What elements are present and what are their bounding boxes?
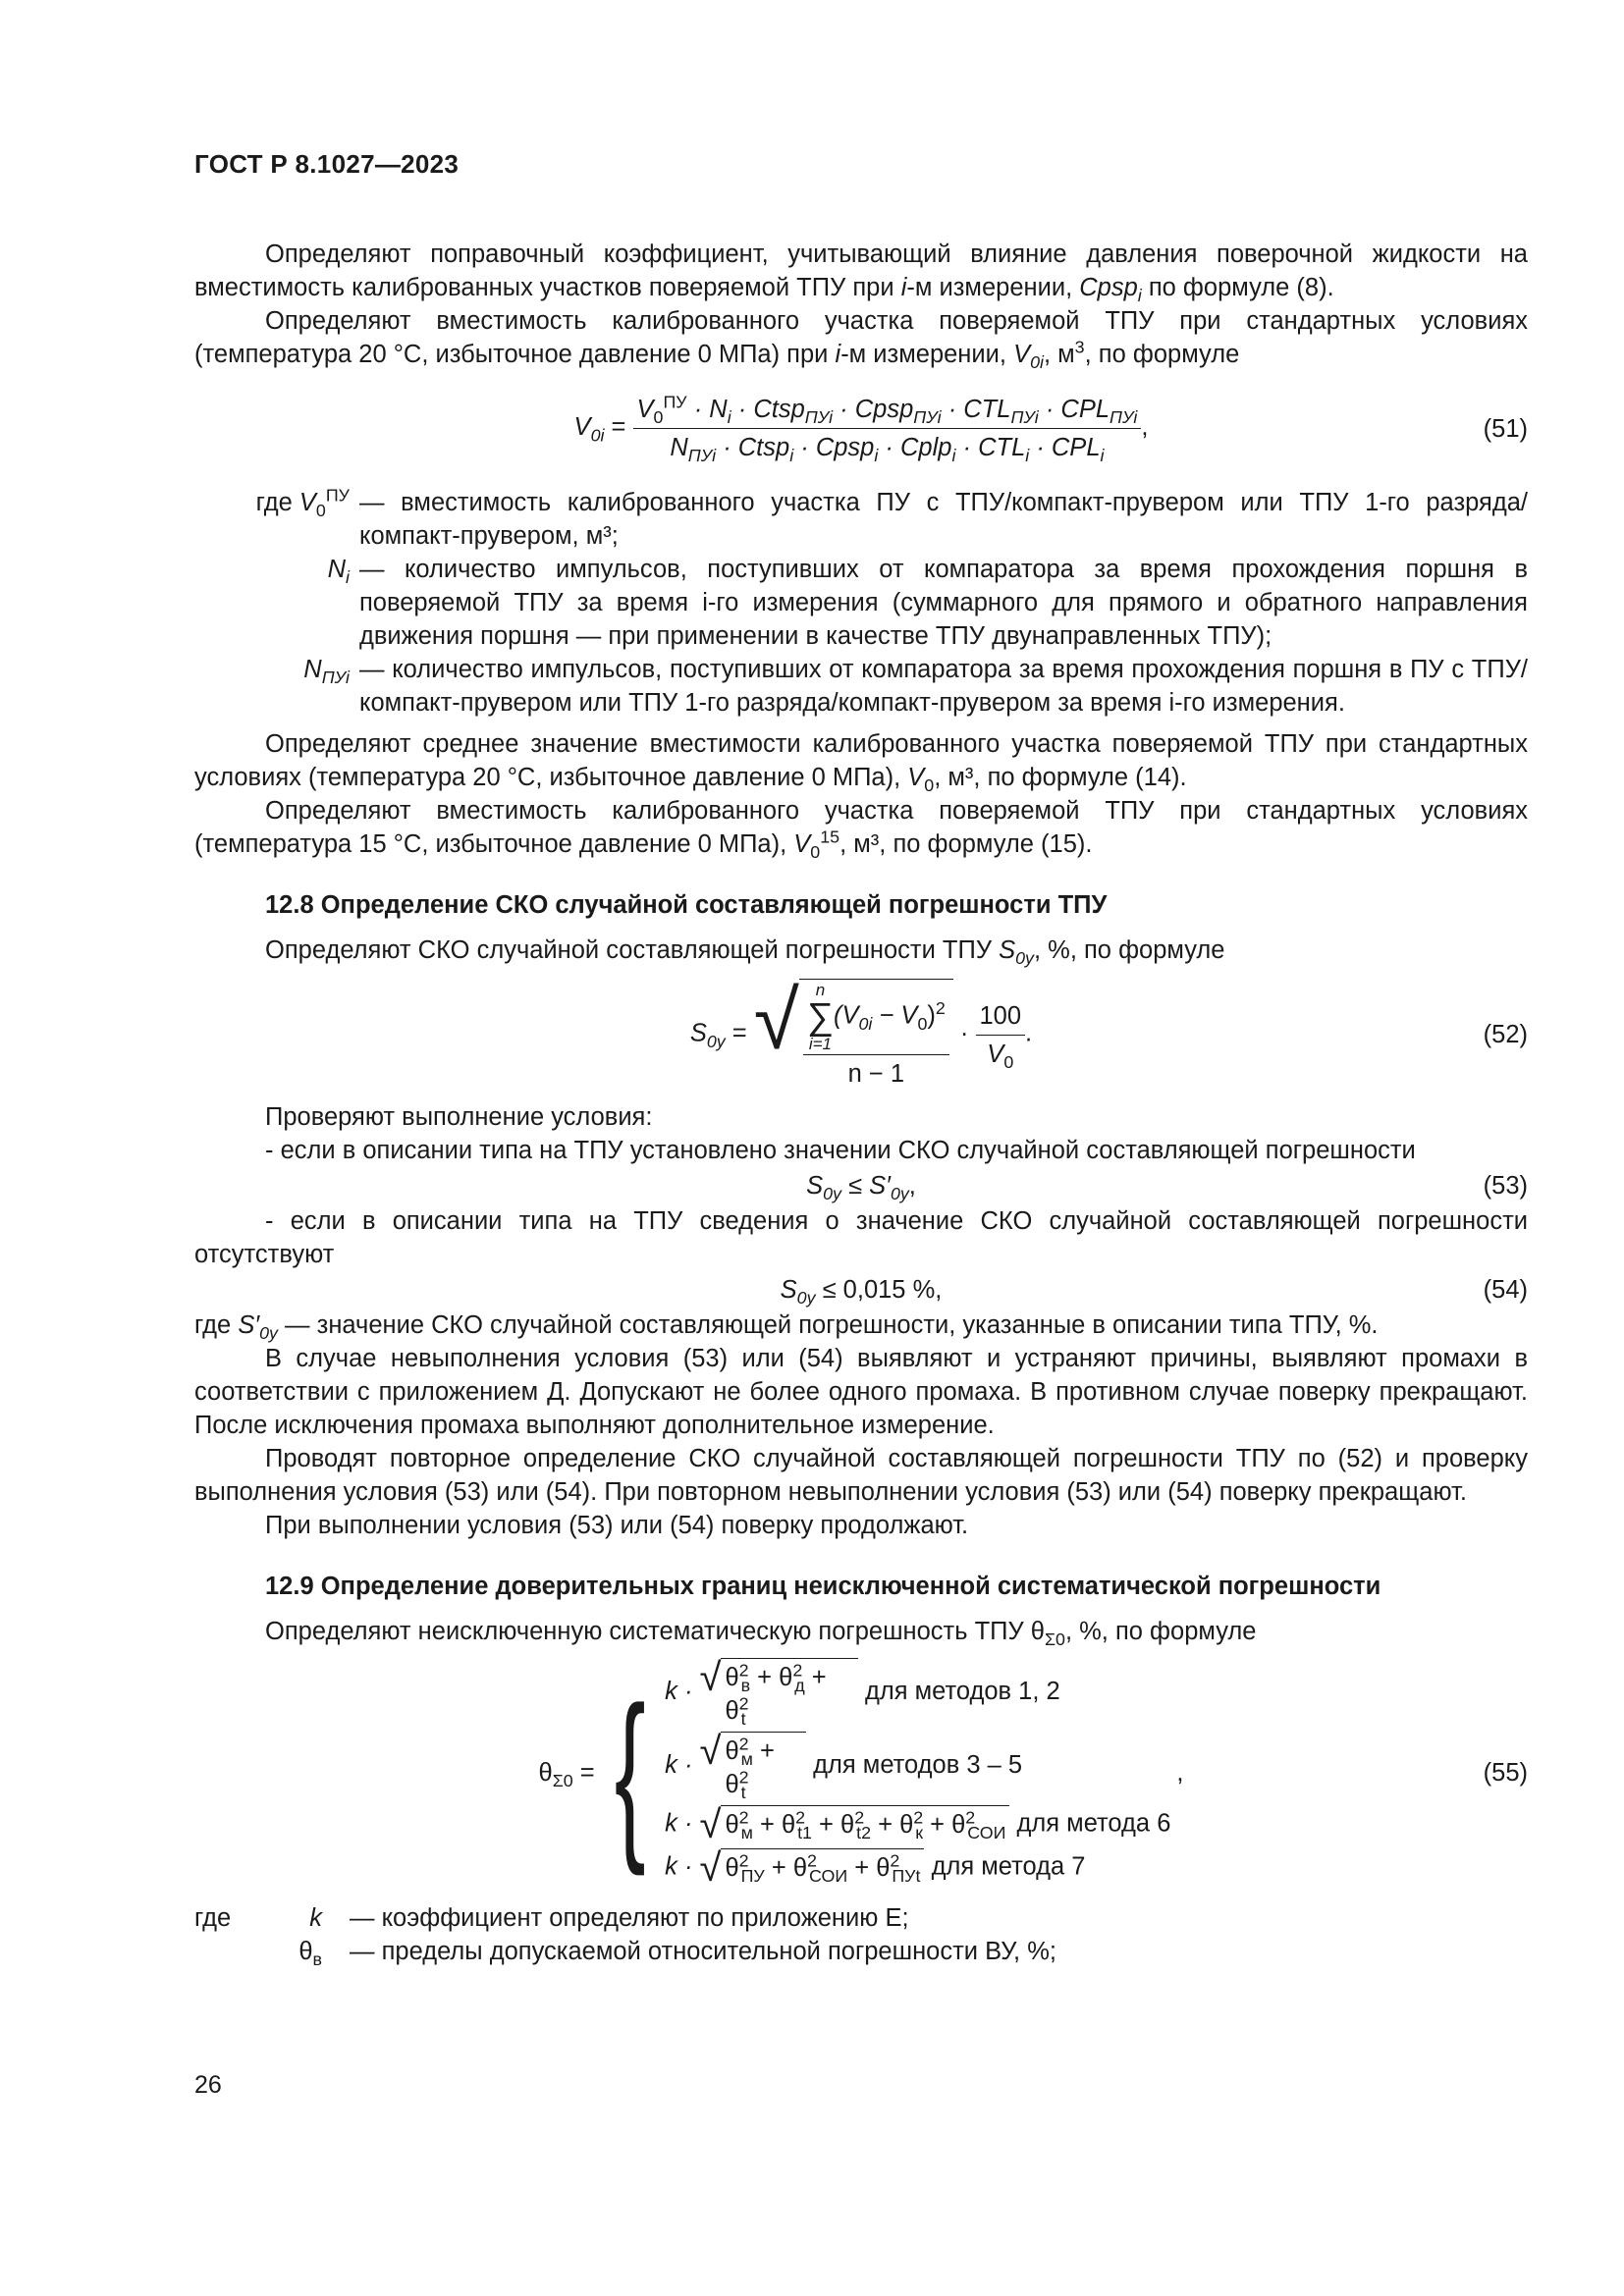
equation-51: $V_{0i}$ = $\frac{V_0^{ПУ} \cdot N_i \cdot Ctsp_{ПУi} \cdot Cpsp_{ПУi} \cdot CTL_{ПУi} \cdot CPL_{ПУi}}{N_{ПУi} \cdot Ctsp_i \cdot Cpsp_i \cdot Cplp_i \cdot CTL_i \cdot CPL_i}$ , (51) (573, 392, 1528, 466)
fraction-51: $\frac{V_0^{ПУ} \cdot N_i \cdot Ctsp_{ПУi} \cdot Cpsp_{ПУi} \cdot CTL_{ПУi} \cdot CPL_{ПУi}}{N_{ПУi} \cdot Ctsp_i \cdot Cpsp_i \cdot Cplp_i \cdot CTL_i \cdot CPL_i}$ (633, 393, 1142, 464)
square-root: √ $\theta^2_в + \theta^2_д + \theta^2_t$ (700, 1658, 858, 1728)
section-heading-12-9: 12.9 Определение доверительных границ неисключенной систематической погрешности (265, 1573, 1381, 1600)
paragraph-capacity-15c: Определяют вместимость калиброванного участка поверяемой ТПУ при стандартных условиях (температура 15 °С, избыточное давление 0 МПа), $V_0^{15}$, м³, по формуле (15). (194, 797, 1528, 863)
paragraph-systematic-intro: Определяют неисключенную систематическую погрешность ТПУ $\theta_{\Sigma 0}$, %, по формуле (265, 1618, 1257, 1650)
equation-55: $\theta_{\Sigma 0}$ = { k · √ $\theta^2_в + \theta^2_д + \theta^2_t$ для методов 1, 2 k · √ $\theta^2_м + \theta^2_t$ для методов 3 – 5 k · √ $\theta^2_м + \theta^2_{t1} + \theta^2_{t2} + \theta^2_к + \theta^2_{СОИ}$ для метода 6 k · √ $\theta^2_{ПУ} + \theta^2_{СОИ} + \theta^2_{ПУt}$ для метода 7 , (55) (538, 1656, 1528, 1890)
paragraph-capacity-20c: Определяют вместимость калиброванного участка поверяемой ТПУ при стандартных условиях (температура 20 °С, избыточное давление 0 МПа) при i-м измерении, $V_{0i}$, $м^3$, по формуле (194, 307, 1528, 373)
definition-item: где $V_0^{ПУ}$ — вместимость калиброванного участка ПУ с ТПУ/компакт-прувером или ТПУ 1-го разряда/компакт-прувером, м³; (255, 485, 1528, 550)
paragraph-correction-factor: Определяют поправочный коэффициент, учитывающий влияние давления поверочной жидкости на вместимость калиброванных участков поверяемой ТПУ при i-м измерении, Cpsp$_i$ по формуле (8). (194, 240, 1528, 306)
case-row: k · √ $\theta^2_в + \theta^2_д + \theta^2_t$ для методов 1, 2 (665, 1656, 1060, 1730)
paragraph-failure-case: В случае невыполнения условия (53) или (54) выявляют и устраняют причины, выявляют промахи в соответствии с приложением Д. Допускают не более одного промаха. В противном случае поверку прекращают. После исключения промаха выполняют дополнительное измерение. (194, 1345, 1528, 1439)
equation-53: $S_{0y} \le S'_{0y}$, (53) (194, 1169, 1528, 1202)
equation-52: $S_{0y}$ = √ n ∑ i=1 $(V_{0i} - V_0)^2$ n − 1 · $\frac{100}{V_0}$ . (52) (194, 979, 1528, 1091)
left-brace: { (614, 1669, 646, 1877)
paragraph-repeat-check: Проводят повторное определение СКО случайной составляющей погрешности ТПУ по (52) и проверку выполнения условия (53) или (54). При повторном невыполнении условия (53) или (54) поверку прекращают. (194, 1445, 1528, 1506)
paragraph-continue: При выполнении условия (53) или (54) поверку продолжают. (265, 1512, 969, 1539)
equation-number: (55) (1483, 1759, 1528, 1787)
equation-54: $S_{0y} \le 0,015$ %, (54) (194, 1273, 1528, 1307)
definitions-51 (194, 486, 1528, 720)
equation-number: (52) (1483, 1021, 1528, 1048)
definitions-55 (194, 1901, 1528, 1968)
definition-item: $\theta_в$ — пределы допускаемой относительной погрешности ВУ, %; (298, 1938, 1056, 1970)
paragraph-mean-capacity: Определяют среднее значение вместимости калиброванного участка поверяемой ТПУ при стандартных условиях (температура 20 °С, избыточное давление 0 МПа), $V_0$, м³, по формуле (14). (194, 730, 1528, 796)
square-root: √ $\theta^2_м + \theta^2_t$ (700, 1732, 807, 1801)
case-row: k · √ $\theta^2_м + \theta^2_{t1} + \theta^2_{t2} + \theta^2_к + \theta^2_{СОИ}$ для метода 6 (665, 1803, 1171, 1846)
page-number: 26 (194, 2071, 222, 2099)
section-heading-12-8: 12.8 Определение СКО случайной составляющей погрешности ТПУ (265, 891, 1108, 919)
square-root: √ $\theta^2_{ПУ} + \theta^2_{СОИ} + \theta^2_{ПУt}$ (700, 1848, 925, 1888)
case-row: k · √ $\theta^2_{ПУ} + \theta^2_{СОИ} + \theta^2_{ПУt}$ для метода 7 (665, 1846, 1086, 1890)
case-row: k · √ $\theta^2_м + \theta^2_t$ для методов 3 – 5 (665, 1730, 1023, 1803)
square-root: √ n ∑ i=1 $(V_{0i} - V_0)^2$ n − 1 (754, 979, 953, 1091)
definition-item: $N_{ПУi}$ — количество импульсов, поступивших от компаратора за время прохождения поршня в ПУ с ТПУ/компакт-прувером или ТПУ 1-го разряда/компакт-прувером за время i-го измерения. (303, 656, 1528, 717)
definition-s0y-prime: где $S'_{0y}$ — значение СКО случайной составляющей погрешности, указанные в описании типа ТПУ, %. (194, 1311, 1379, 1344)
equation-number: (53) (1483, 1172, 1528, 1200)
square-root: √ $\theta^2_м + \theta^2_{t1} + \theta^2_{t2} + \theta^2_к + \theta^2_{СОИ}$ (700, 1805, 1010, 1844)
paragraph-sko-intro: Определяют СКО случайной составляющей погрешности ТПУ $S_{0y}$, %, по формуле (265, 936, 1225, 969)
equation-number: (54) (1483, 1276, 1528, 1304)
summation-sign: n ∑ i=1 (806, 981, 834, 1053)
document-page (194, 147, 1528, 1976)
paragraph-case-absent: - если в описании типа на ТПУ сведения о значение СКО случайной составляющей погрешности отсутствуют (194, 1207, 1528, 1268)
paragraph-case-established: - если в описании типа на ТПУ установлено значении СКО случайной составляющей погрешности (265, 1137, 1416, 1164)
definition-item: где k — коэффициент определяют по приложению Е; (194, 1904, 909, 1932)
definition-item: $N_i$ — количество импульсов, поступивших от компаратора за время прохождения поршня в поверяемой ТПУ за время i-го измерения (суммарного для прямого и обратного направления движения поршня — при применении в качестве ТПУ двунаправленных ТПУ); (327, 556, 1528, 650)
cases-rows (665, 1658, 1170, 1888)
equation-number: (51) (1483, 414, 1528, 443)
paragraph-check-condition: Проверяют выполнение условия: (265, 1103, 653, 1131)
document-header: ГОСТ Р 8.1027—2023 (194, 149, 460, 179)
